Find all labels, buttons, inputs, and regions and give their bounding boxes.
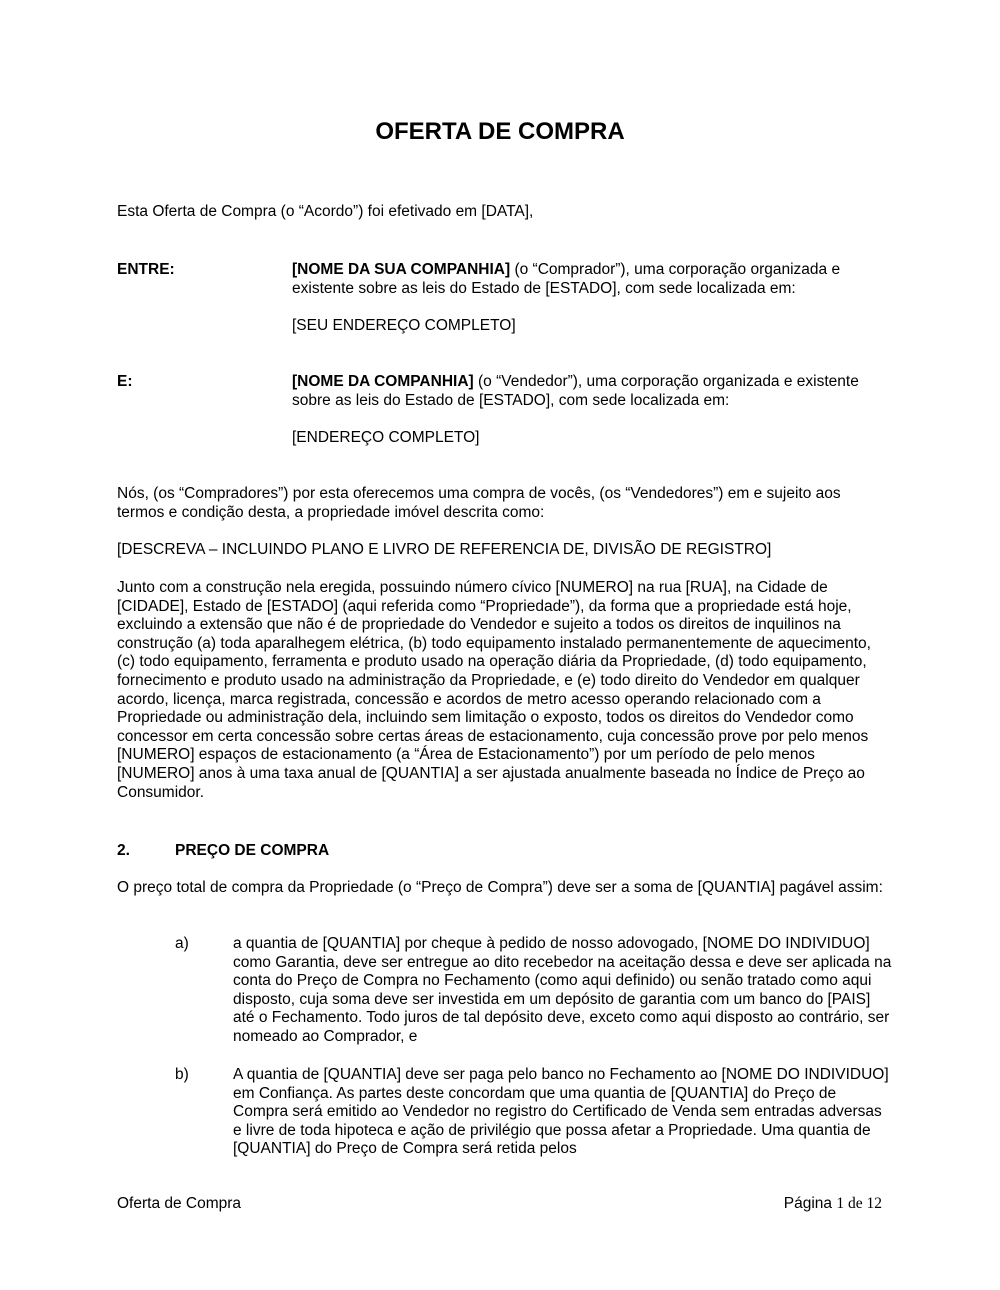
seller-company-desc: (o “Vendedor”), uma corporação organizada e existente sobre as leis do Estado de [ESTADO], com sede localizada em: [292, 373, 859, 409]
intro-paragraph: Esta Oferta de Compra (o “Acordo”) foi efetivado em [DATA], [117, 203, 534, 220]
property-details-paragraph: Junto com a construção nela eregida, possuindo número cívico [NUMERO] na rua [RUA], na Cidade de [CIDADE], Estado de [ESTADO] (aqui referida como “Propriedade”), da forma que a propriedade está hoje, excluindo a extensão que não é de propriedade do Vendedor e sujeito a todos os direitos de inquilinos na construção (a) toda aparalhegem elétrica, (b) todo equipamento instalado permanentemente de aquecimento, (c) todo equipamento, ferramenta e produto usado na operação diária da Propriedade, (d) todo equipamento, fornecimento e produto usado na administração da Propriedade, e (e) todo direito do Vendedor em qualquer acordo, licença, marca registrada, concessão e acordos de metro acesso operando relacionado com a Propriedade ou administração dela, incluindo sem limitação o exposto, todos os direitos do Vendedor como concessor em certa concessão sobre certas áreas de estacionamento, cuja concessão prove por pelo menos [NUMERO] espaços de estacionamento (a “Área de Estacionamento”) por um período de pelo menos [NUMERO] anos à uma taxa anual de [QUANTIA] a ser ajustada anualmente baseada no Índice de Preço ao Consumidor. [117, 579, 871, 801]
party-label-buyer: ENTRE: [117, 261, 175, 278]
page-current: 1 [836, 1195, 845, 1212]
list-item-text: A quantia de [QUANTIA] deve ser paga pelo banco no Fechamento ao [NOME DO INDIVIDUO] em Confiança. As partes deste concordam que uma quantia de [QUANTIA] do Preço de Compra será emitido ao Vendedor no registro do Certificado de Venda sem entradas adversas e livre de toda hipoteca e ação de privilégio que possa afetar a Propriedade. Uma quantia de [QUANTIA] do Preço de Compra será retida pelos [233, 1066, 889, 1158]
offer-paragraph: Nós, (os “Compradores”) por esta oferecemos uma compra de vocês, (os “Vendedores”) em e sujeito aos termos e condição desta, a propriedade imóvel descrita como: [117, 485, 841, 521]
section-intro-paragraph: O preço total de compra da Propriedade (o “Preço de Compra”) deve ser a soma de [QUANTIA] pagável assim: [117, 879, 883, 896]
party-label-seller: E: [117, 373, 133, 390]
buyer-company-name: [NOME DA SUA COMPANHIA] [292, 261, 511, 278]
buyer-address: [SEU ENDEREÇO COMPLETO] [292, 317, 516, 334]
party-description-seller [292, 373, 892, 410]
list-item-letter: a) [175, 935, 189, 952]
document-title: OFERTA DE COMPRA [375, 118, 625, 145]
party-description-buyer [292, 261, 892, 298]
page-of: de [844, 1195, 867, 1212]
footer-page-number [784, 1195, 882, 1214]
property-description-placeholder: [DESCREVA – INCLUINDO PLANO E LIVRO DE REFERENCIA DE, DIVISÃO DE REGISTRO] [117, 541, 772, 558]
seller-address: [ENDEREÇO COMPLETO] [292, 429, 480, 446]
page-label: Página [783, 1195, 837, 1212]
list-item-text: a quantia de [QUANTIA] por cheque à pedido de nosso adovogado, [NOME DO INDIVIDUO] como Garantia, deve ser entregue ao dito recebedor na aceitação dessa e deve ser aplicada na conta do Preço de Compra no Fechamento (como aqui definido) ou senão tratado como aqui disposto, cuja soma deve ser investida em um depósito de garantia com um banco do [PAIS] até o Fechamento. Todo juros de tal depósito deve, exceto como aqui disposto ao contrário, ser nomeado ao Comprador, e [233, 935, 892, 1045]
buyer-company-desc: (o “Comprador”), uma corporação organizada e existente sobre as leis do Estado de [ESTADO], com sede localizada em: [292, 261, 841, 297]
page-total: 12 [866, 1195, 882, 1212]
list-item-letter: b) [175, 1066, 189, 1083]
section-title: PREÇO DE COMPRA [175, 842, 330, 859]
footer-document-name: Oferta de Compra [117, 1195, 242, 1212]
seller-company-name: [NOME DA COMPANHIA] [292, 373, 474, 390]
section-number: 2. [117, 842, 130, 859]
